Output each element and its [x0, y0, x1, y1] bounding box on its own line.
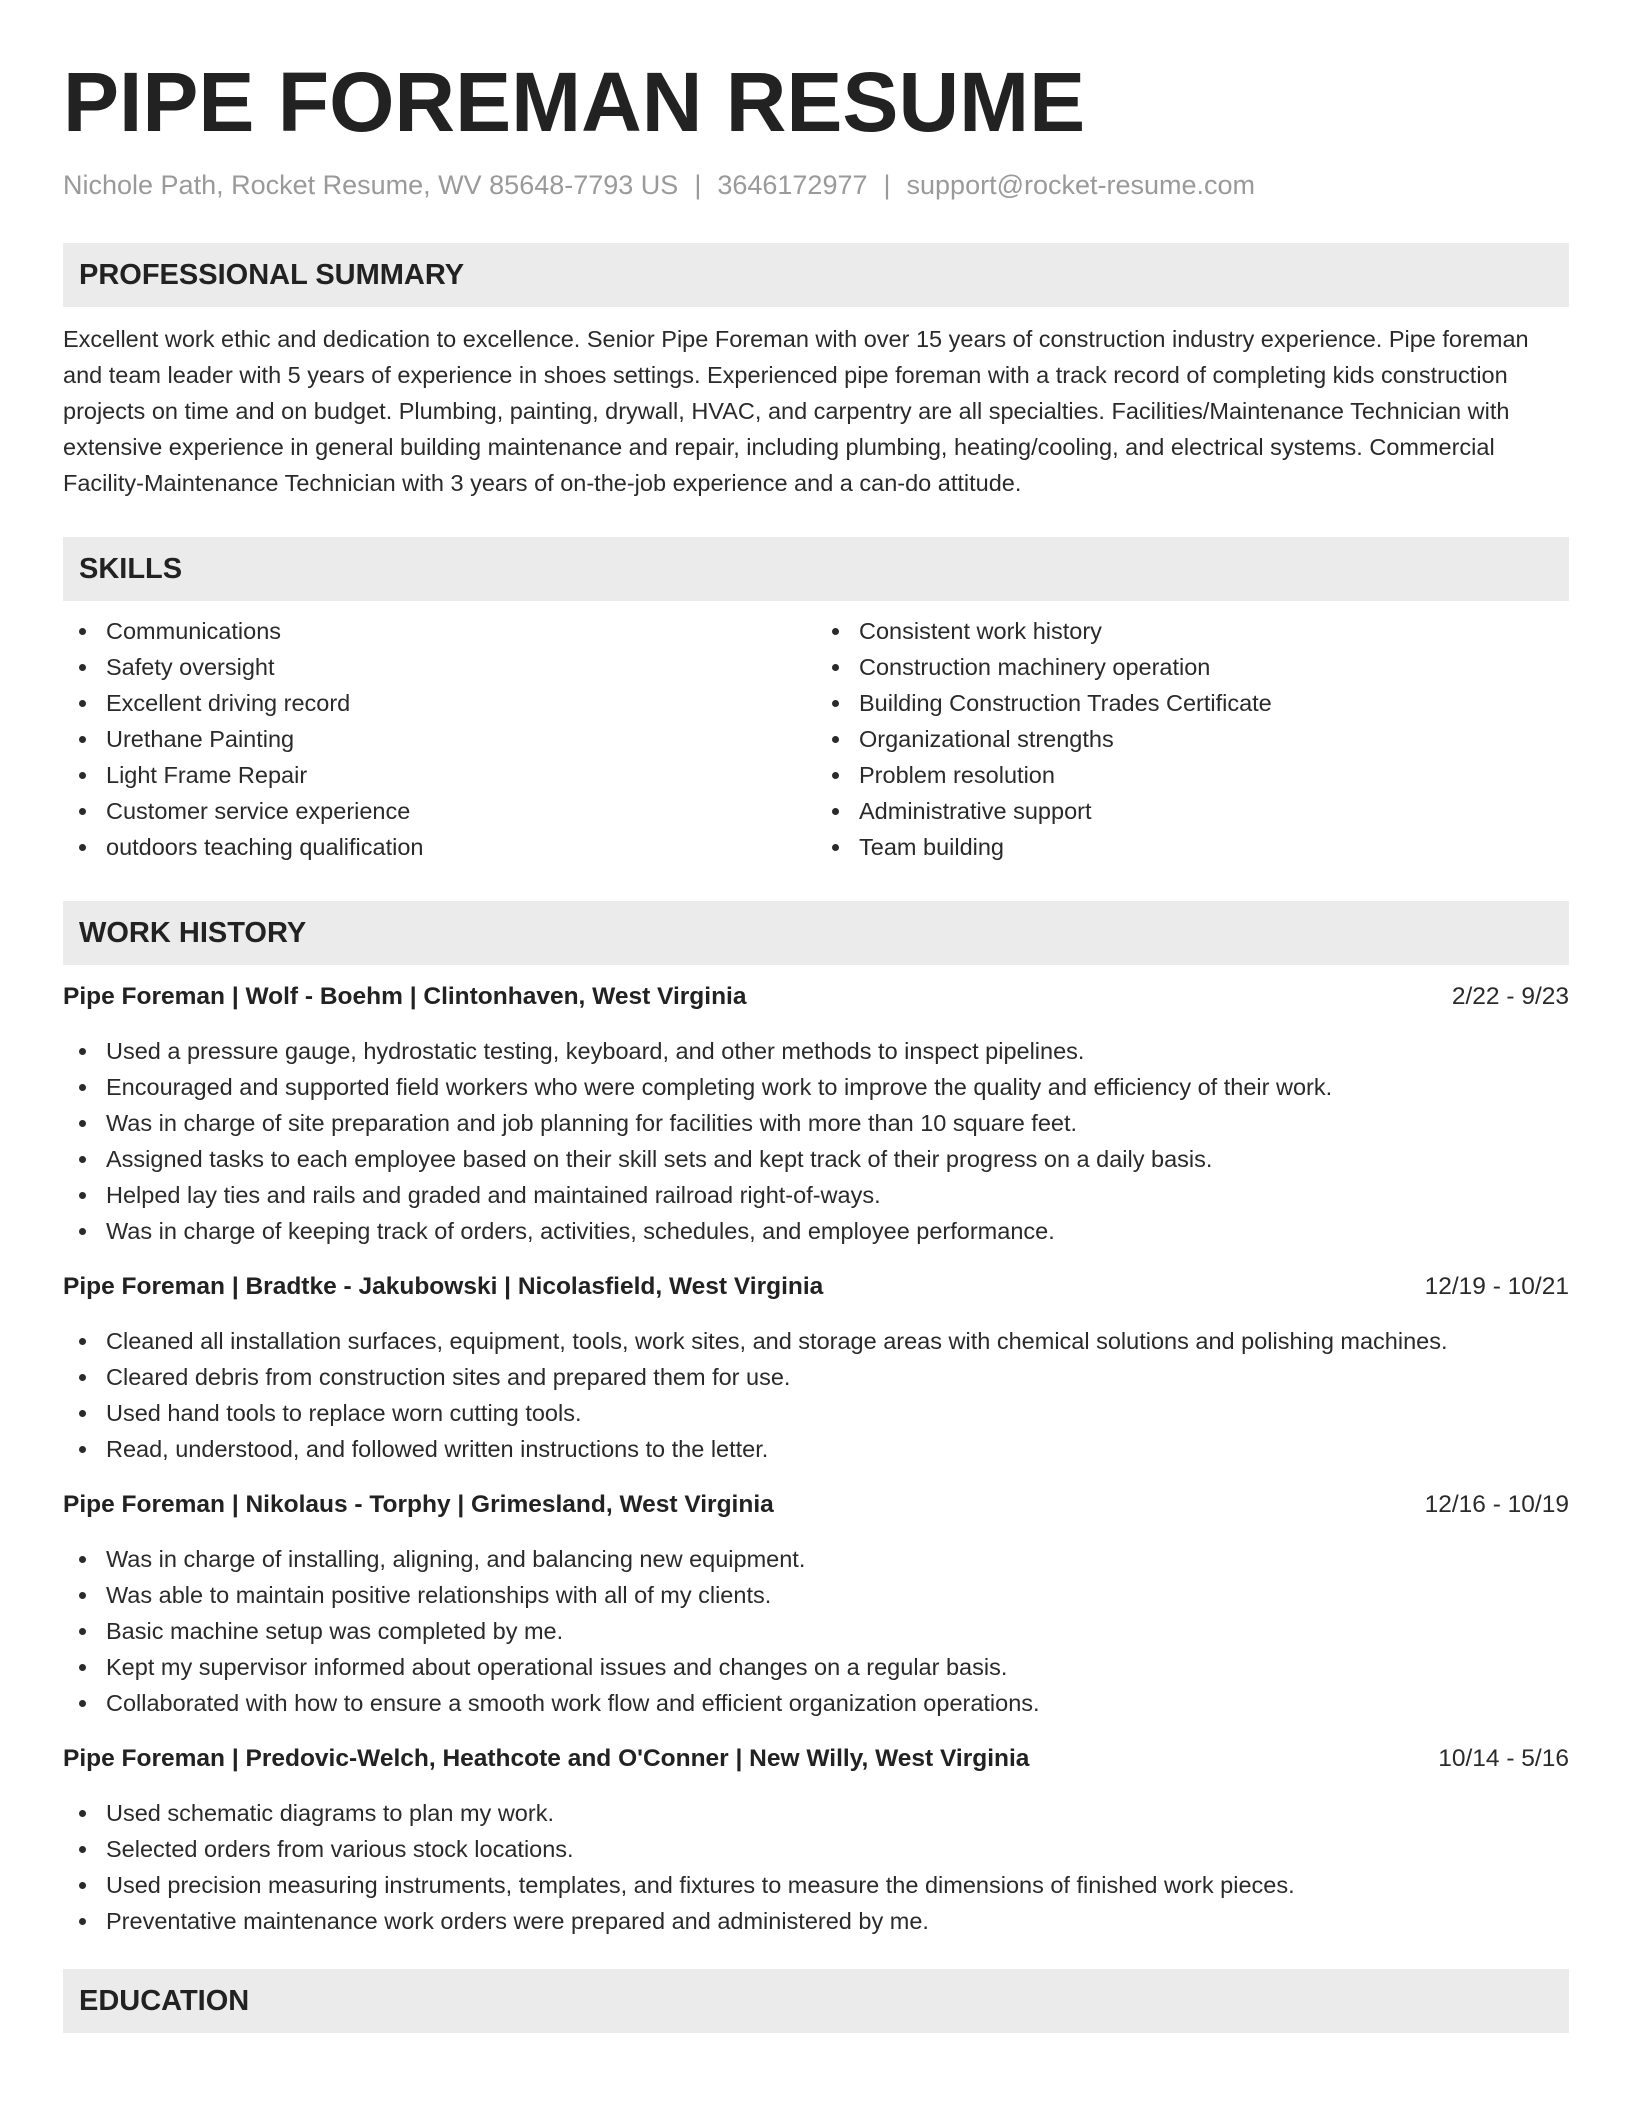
contact-email: support@rocket-resume.com	[906, 170, 1256, 201]
skill-item: Organizational strengths	[859, 721, 1569, 757]
job-dates: 12/16 - 10/19	[1424, 1491, 1569, 1519]
section-heading-work-history: WORK HISTORY	[63, 901, 1569, 965]
skill-item: Building Construction Trades Certificate	[859, 685, 1569, 721]
skill-item: Light Frame Repair	[106, 757, 816, 793]
job-bullet: Cleaned all installation surfaces, equipment, tools, work sites, and storage areas with chemical solutions and polishing machines.	[106, 1323, 1569, 1359]
job-bullet: Was in charge of site preparation and job planning for facilities with more than 10 square feet.	[106, 1105, 1569, 1141]
job-entry	[63, 1741, 1569, 1939]
skill-item: Urethane Painting	[106, 721, 816, 757]
job-bullet: Collaborated with how to ensure a smooth work flow and efficient organization operations.	[106, 1685, 1569, 1721]
job-bullet: Selected orders from various stock locations.	[106, 1831, 1569, 1867]
skill-item: Administrative support	[859, 793, 1569, 829]
job-header	[63, 979, 1569, 1015]
resume-title: PIPE FOREMAN RESUME	[63, 55, 1086, 149]
job-bullet: Used precision measuring instruments, templates, and fixtures to measure the dimensions of finished work pieces.	[106, 1867, 1569, 1903]
job-header	[63, 1487, 1569, 1523]
job-dates: 2/22 - 9/23	[1451, 983, 1569, 1011]
job-title: Pipe Foreman | Predovic-Welch, Heathcote and O'Conner | New Willy, West Virginia	[63, 1745, 1030, 1773]
contact-separator: |	[883, 170, 891, 201]
job-bullet: Was able to maintain positive relationships with all of my clients.	[106, 1577, 1569, 1613]
job-header	[63, 1741, 1569, 1777]
job-bullet: Assigned tasks to each employee based on their skill sets and kept track of their progress on a daily basis.	[106, 1141, 1569, 1177]
skill-item: Team building	[859, 829, 1569, 865]
summary-text: Excellent work ethic and dedication to excellence. Senior Pipe Foreman with over 15 years of construction industry experience. Pipe foreman and team leader with 5 years of experience in shoes settings. Experienced pipe foreman with a track record of completing kids construction projects on time and on budget. Plumbing, painting, drywall, HVAC, and carpentry are all specialties. Facilities/Maintenance Technician with extensive experience in general building maintenance and repair, including plumbing, heating/cooling, and electrical systems. Commercial Facility-Maintenance Technician with 3 years of on-the-job experience and a can-do attitude.	[63, 326, 1529, 497]
job-dates: 10/14 - 5/16	[1438, 1745, 1569, 1773]
skill-item: outdoors teaching qualification	[106, 829, 816, 865]
skill-item: Customer service experience	[106, 793, 816, 829]
job-bullet: Kept my supervisor informed about operational issues and changes on a regular basis.	[106, 1649, 1569, 1685]
work-history-list	[63, 979, 1569, 1939]
job-bullets	[63, 1323, 1569, 1467]
job-title: Pipe Foreman | Wolf - Boehm | Clintonhaven, West Virginia	[63, 983, 747, 1011]
job-bullet: Encouraged and supported field workers who were completing work to improve the quality and efficiency of their work.	[106, 1069, 1569, 1105]
skill-item: Safety oversight	[106, 649, 816, 685]
skill-item: Problem resolution	[859, 757, 1569, 793]
job-bullets	[63, 1795, 1569, 1939]
job-bullet: Preventative maintenance work orders were prepared and administered by me.	[106, 1903, 1569, 1939]
contact-separator: |	[694, 170, 702, 201]
job-bullet: Cleared debris from construction sites and prepared them for use.	[106, 1359, 1569, 1395]
job-bullet: Read, understood, and followed written instructions to the letter.	[106, 1431, 1569, 1467]
job-bullet: Basic machine setup was completed by me.	[106, 1613, 1569, 1649]
job-entry	[63, 1487, 1569, 1721]
skills-column-left	[63, 613, 816, 865]
job-header	[63, 1269, 1569, 1305]
skill-item: Consistent work history	[859, 613, 1569, 649]
job-bullet: Was in charge of installing, aligning, and balancing new equipment.	[106, 1541, 1569, 1577]
section-heading-education: EDUCATION	[63, 1969, 1569, 2033]
job-title: Pipe Foreman | Nikolaus - Torphy | Grimesland, West Virginia	[63, 1491, 774, 1519]
job-bullets	[63, 1033, 1569, 1249]
skill-item: Construction machinery operation	[859, 649, 1569, 685]
contact-phone: 3646172977	[717, 170, 868, 201]
skill-item: Excellent driving record	[106, 685, 816, 721]
contact-address: Nichole Path, Rocket Resume, WV 85648-7793 US	[63, 170, 679, 201]
job-bullet: Used hand tools to replace worn cutting tools.	[106, 1395, 1569, 1431]
contact-line	[63, 170, 1569, 201]
skill-item: Communications	[106, 613, 816, 649]
job-bullet: Used a pressure gauge, hydrostatic testing, keyboard, and other methods to inspect pipelines.	[106, 1033, 1569, 1069]
job-entry	[63, 979, 1569, 1249]
job-bullet: Helped lay ties and rails and graded and maintained railroad right-of-ways.	[106, 1177, 1569, 1213]
skills-list	[63, 613, 1569, 865]
job-bullet: Was in charge of keeping track of orders, activities, schedules, and employee performance.	[106, 1213, 1569, 1249]
job-dates: 12/19 - 10/21	[1424, 1273, 1569, 1301]
job-title: Pipe Foreman | Bradtke - Jakubowski | Nicolasfield, West Virginia	[63, 1273, 824, 1301]
job-bullet: Used schematic diagrams to plan my work.	[106, 1795, 1569, 1831]
job-bullets	[63, 1541, 1569, 1721]
section-heading-skills: SKILLS	[63, 537, 1569, 601]
section-heading-summary: PROFESSIONAL SUMMARY	[63, 243, 1569, 307]
skills-column-right	[816, 613, 1569, 865]
job-entry	[63, 1269, 1569, 1467]
